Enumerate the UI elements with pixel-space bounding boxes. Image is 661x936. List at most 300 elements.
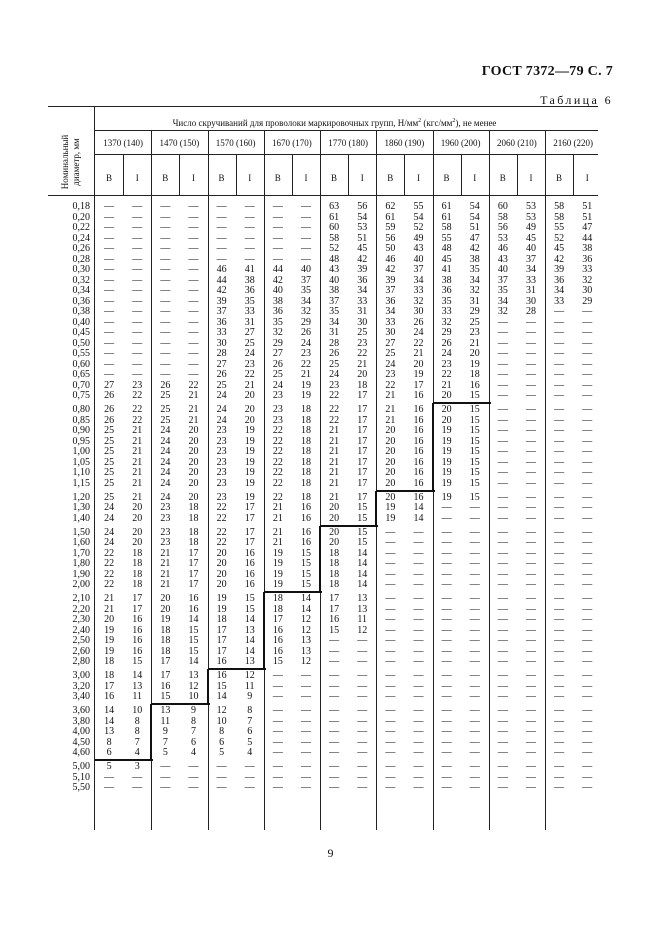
value-cell: 17	[244, 537, 255, 548]
value-cell: 25	[104, 477, 115, 489]
value-cell: 18	[160, 635, 171, 646]
value-cell: 16	[132, 645, 143, 657]
boundary-line	[207, 669, 209, 704]
boundary-line	[433, 402, 491, 404]
value-cell: 28	[329, 337, 340, 349]
diameter-cell: 5,50	[72, 782, 90, 793]
value-cell: —	[272, 705, 283, 716]
value-cell: 38	[441, 274, 452, 286]
value-cell: 16	[300, 512, 311, 524]
value-cell: 41	[244, 264, 255, 275]
value-cell: —	[244, 211, 255, 223]
value-cell: —	[188, 316, 199, 328]
value-cell: —	[525, 327, 536, 338]
value-cell: 17	[329, 593, 340, 604]
value-cell: 15	[300, 568, 311, 580]
value-cell: 25	[160, 390, 171, 401]
value-cell: —	[525, 512, 536, 524]
value-cell: 20	[385, 467, 396, 478]
diameter-cell: 0,18	[72, 201, 90, 212]
value-cell: 18	[357, 379, 368, 391]
value-cell: —	[582, 771, 593, 783]
table-top-rule	[48, 106, 598, 107]
value-cell: —	[554, 348, 565, 359]
value-cell: —	[525, 537, 536, 548]
value-cell: —	[272, 715, 283, 727]
value-cell: 39	[216, 295, 227, 307]
value-cell: 35	[300, 285, 311, 296]
value-cell: 19	[244, 477, 255, 489]
diameter-cell: 3,20	[72, 680, 90, 692]
value-cell: 25	[216, 379, 227, 391]
value-cell: —	[497, 414, 508, 426]
value-cell: —	[132, 243, 143, 254]
value-cell: —	[469, 568, 480, 580]
value-cell: 19	[104, 645, 115, 657]
value-cell: —	[582, 369, 593, 380]
value-cell: —	[413, 726, 424, 737]
value-cell: —	[188, 243, 199, 254]
value-cell: 18	[300, 446, 311, 457]
value-cell: —	[525, 526, 536, 538]
value-cell: 24	[385, 358, 396, 370]
value-cell: —	[104, 316, 115, 328]
value-cell: —	[525, 337, 536, 349]
value-cell: 51	[469, 222, 480, 233]
value-cell: —	[272, 771, 283, 783]
value-cell: —	[554, 761, 565, 772]
value-cell: 4	[134, 747, 140, 758]
value-cell: 34	[357, 285, 368, 296]
value-cell: —	[385, 771, 396, 783]
value-cell: —	[104, 295, 115, 307]
value-cell: 15	[469, 435, 480, 447]
value-cell: 16	[272, 624, 283, 636]
diameter-cell: 0,20	[72, 211, 90, 223]
value-cell: 20	[413, 358, 424, 370]
value-cell: 26	[216, 369, 227, 380]
value-cell: —	[554, 645, 565, 657]
value-cell: —	[441, 624, 452, 636]
value-cell: 22	[272, 425, 283, 436]
value-cell: —	[132, 369, 143, 380]
value-cell: —	[357, 771, 368, 783]
value-cell: —	[413, 656, 424, 667]
diameter-cell: 0,28	[72, 253, 90, 265]
diameter-cell: 1,30	[72, 502, 90, 513]
value-cell: —	[385, 537, 396, 548]
value-cell: —	[104, 348, 115, 359]
value-cell: —	[160, 358, 171, 370]
value-cell: 16	[188, 593, 199, 604]
value-cell: 3	[134, 761, 140, 772]
value-cell: —	[357, 736, 368, 748]
value-cell: 31	[469, 295, 480, 307]
value-cell: —	[497, 558, 508, 569]
value-cell: 21	[244, 379, 255, 391]
value-cell: 22	[216, 526, 227, 538]
value-cell: —	[497, 467, 508, 478]
value-cell: —	[357, 761, 368, 772]
value-cell: 21	[160, 558, 171, 569]
diameter-cell: 0,65	[72, 369, 90, 380]
diameter-cell: 2,20	[72, 603, 90, 615]
boundary-line	[208, 668, 266, 670]
value-cell: —	[469, 670, 480, 681]
value-cell: —	[160, 201, 171, 212]
value-cell: —	[413, 624, 424, 636]
value-cell: 25	[469, 316, 480, 328]
value-cell: 21	[272, 537, 283, 548]
value-cell: 8	[134, 715, 140, 727]
value-cell: —	[554, 624, 565, 636]
value-cell: —	[497, 691, 508, 702]
value-cell: 23	[216, 477, 227, 489]
value-cell: 14	[413, 502, 424, 513]
value-cell: 31	[525, 285, 536, 296]
value-cell: 42	[554, 253, 565, 265]
value-cell: 25	[160, 404, 171, 415]
value-cell: 22	[329, 404, 340, 415]
value-cell: 22	[104, 568, 115, 580]
value-cell: —	[188, 369, 199, 380]
value-cell: 23	[216, 425, 227, 436]
value-cell: 38	[469, 253, 480, 265]
value-cell: —	[497, 425, 508, 436]
group-label: 1770 (180)	[328, 138, 368, 148]
value-cell: —	[160, 771, 171, 783]
value-cell: 15	[300, 579, 311, 590]
value-cell: —	[497, 379, 508, 391]
diameter-cell: 0,32	[72, 274, 90, 286]
value-cell: —	[357, 782, 368, 793]
value-cell: —	[385, 645, 396, 657]
value-cell: —	[441, 558, 452, 569]
value-cell: 9	[247, 691, 253, 702]
value-cell: 20	[132, 512, 143, 524]
value-cell: 22	[132, 414, 143, 426]
value-cell: 10	[216, 715, 227, 727]
value-cell: 25	[104, 456, 115, 468]
value-cell: 52	[329, 243, 340, 254]
diameter-cell: 3,80	[72, 715, 90, 727]
value-cell: 21	[300, 369, 311, 380]
value-cell: —	[188, 782, 199, 793]
diameter-cell: 0,40	[72, 316, 90, 328]
table-main-caption	[95, 116, 574, 128]
diameter-cell: 0,55	[72, 348, 90, 359]
value-cell: 11	[357, 614, 367, 625]
value-cell: 42	[216, 285, 227, 296]
value-cell: 54	[469, 211, 480, 223]
value-cell: —	[272, 222, 283, 233]
value-cell: 46	[385, 253, 396, 265]
value-cell: —	[469, 537, 480, 548]
value-cell: 22	[104, 579, 115, 590]
value-cell: 47	[582, 222, 593, 233]
value-cell: —	[582, 656, 593, 667]
value-cell: —	[300, 691, 311, 702]
value-cell: —	[582, 491, 593, 503]
value-cell: 13	[244, 624, 255, 636]
value-cell: 19	[385, 512, 396, 524]
value-cell: 10	[188, 691, 199, 702]
value-cell: —	[554, 316, 565, 328]
value-cell: 21	[329, 435, 340, 447]
value-cell: 27	[385, 337, 396, 349]
value-cell: 37	[329, 295, 340, 307]
value-cell: 27	[272, 348, 283, 359]
value-cell: —	[357, 656, 368, 667]
value-cell: 20	[329, 512, 340, 524]
value-cell: 7	[190, 726, 196, 737]
value-cell: —	[413, 579, 424, 590]
value-cell: 60	[497, 201, 508, 212]
value-cell: —	[525, 358, 536, 370]
value-cell: 30	[385, 327, 396, 338]
diameter-cell: 1,05	[72, 456, 90, 468]
value-cell: —	[441, 526, 452, 538]
subcolumn-label: В	[106, 173, 113, 183]
boundary-line	[319, 526, 321, 593]
caption-main-text: Число скручиваний для проволоки маркировочных групп, Н/мм	[172, 118, 419, 128]
value-cell: 22	[216, 502, 227, 513]
diameter-cell: 2,40	[72, 624, 90, 636]
value-cell: —	[554, 635, 565, 646]
subcolumn-label: I	[248, 173, 252, 183]
value-cell: 21	[329, 456, 340, 468]
diameter-cell: 1,60	[72, 537, 90, 548]
value-cell: —	[329, 782, 340, 793]
value-cell: 22	[272, 477, 283, 489]
value-cell: 14	[357, 579, 368, 590]
group-label: 1570 (160)	[215, 138, 256, 148]
subcolumn-label: I	[416, 173, 420, 183]
value-cell: 22	[272, 467, 283, 478]
value-cell: 19	[272, 558, 283, 569]
value-cell: 5	[162, 747, 168, 758]
value-cell: 5	[219, 747, 225, 758]
value-cell: 59	[385, 222, 396, 233]
value-cell: —	[582, 691, 593, 702]
value-cell: 21	[132, 435, 143, 447]
value-cell: 18	[188, 537, 199, 548]
value-cell: —	[582, 379, 593, 391]
value-cell: —	[582, 390, 593, 401]
value-cell: 24	[300, 337, 311, 349]
value-cell: —	[525, 404, 536, 415]
value-cell: 20	[385, 491, 396, 503]
value-cell: —	[216, 232, 227, 244]
value-cell: 36	[244, 285, 255, 296]
value-cell: —	[582, 537, 593, 548]
value-cell: 20	[329, 502, 340, 513]
value-cell: 51	[357, 232, 368, 244]
value-cell: 61	[385, 211, 396, 223]
value-cell: 15	[300, 547, 311, 559]
value-cell: —	[582, 782, 593, 793]
value-cell: —	[160, 316, 171, 328]
value-cell: 18	[132, 558, 143, 569]
value-cell: 21	[188, 390, 199, 401]
value-cell: 20	[385, 446, 396, 457]
value-cell: —	[329, 645, 340, 657]
value-cell: —	[497, 327, 508, 338]
value-cell: —	[497, 537, 508, 548]
value-cell: 20	[132, 537, 143, 548]
value-cell: 17	[188, 558, 199, 569]
value-cell: 15	[300, 558, 311, 569]
value-cell: 21	[132, 425, 143, 436]
diameter-cell: 0,95	[72, 435, 90, 447]
value-cell: 18	[469, 369, 480, 380]
diameter-cell: 4,00	[72, 726, 90, 737]
value-cell: —	[554, 736, 565, 748]
value-cell: 15	[357, 502, 368, 513]
value-cell: 14	[244, 614, 255, 625]
value-cell: —	[497, 348, 508, 359]
value-cell: —	[554, 390, 565, 401]
value-cell: 24	[216, 404, 227, 415]
value-cell: —	[132, 337, 143, 349]
value-cell: 19	[244, 435, 255, 447]
value-cell: 19	[216, 593, 227, 604]
value-cell: —	[329, 715, 340, 727]
value-cell: —	[300, 761, 311, 772]
value-cell: 14	[188, 656, 199, 667]
value-cell: 4	[247, 747, 253, 758]
value-cell: 16	[244, 568, 255, 580]
value-cell: —	[357, 635, 368, 646]
value-cell: —	[104, 369, 115, 380]
value-cell: 20	[244, 404, 255, 415]
subcolumn-label: В	[274, 173, 281, 183]
value-cell: —	[357, 705, 368, 716]
value-cell: —	[160, 285, 171, 296]
value-cell: 53	[497, 232, 508, 244]
value-cell: 56	[385, 232, 396, 244]
value-cell: 24	[244, 348, 255, 359]
value-cell: —	[385, 747, 396, 758]
value-cell: 16	[272, 645, 283, 657]
value-cell: —	[441, 645, 452, 657]
value-cell: —	[525, 502, 536, 513]
value-cell: —	[525, 705, 536, 716]
value-cell: —	[554, 404, 565, 415]
value-cell: —	[385, 715, 396, 727]
value-cell: —	[525, 558, 536, 569]
value-cell: 37	[300, 274, 311, 286]
value-cell: —	[525, 414, 536, 426]
value-cell: —	[441, 603, 452, 615]
value-cell: —	[554, 771, 565, 783]
value-cell: 19	[244, 467, 255, 478]
value-cell: —	[132, 358, 143, 370]
caption-mid-text: (кгс/мм	[421, 118, 453, 128]
diameter-cell: 0,38	[72, 306, 90, 317]
value-cell: —	[554, 337, 565, 349]
value-cell: —	[469, 656, 480, 667]
diameter-cell: 1,15	[72, 477, 90, 489]
value-cell: 24	[441, 348, 452, 359]
value-cell: 21	[272, 502, 283, 513]
value-cell: —	[357, 645, 368, 657]
value-cell: 12	[357, 624, 368, 636]
value-cell: 24	[160, 425, 171, 436]
value-cell: —	[357, 670, 368, 681]
value-cell: 25	[160, 414, 171, 426]
value-cell: —	[469, 726, 480, 737]
value-cell: —	[582, 568, 593, 580]
value-cell: 16	[272, 635, 283, 646]
value-cell: —	[329, 705, 340, 716]
value-cell: 31	[329, 327, 340, 338]
value-cell: 33	[582, 264, 593, 275]
value-cell: 22	[272, 491, 283, 503]
value-cell: —	[582, 414, 593, 426]
value-cell: —	[469, 691, 480, 702]
value-cell: 9	[190, 705, 196, 716]
value-cell: —	[525, 491, 536, 503]
value-cell: 36	[385, 295, 396, 307]
value-cell: 52	[554, 232, 565, 244]
value-cell: —	[132, 211, 143, 223]
value-cell: 12	[300, 624, 311, 636]
value-cell: —	[554, 369, 565, 380]
value-cell: 35	[329, 306, 340, 317]
value-cell: —	[525, 467, 536, 478]
value-cell: 17	[357, 491, 368, 503]
diameter-cell: 1,50	[72, 526, 90, 538]
value-cell: —	[441, 705, 452, 716]
value-cell: 27	[216, 358, 227, 370]
value-cell: 17	[132, 603, 143, 615]
value-cell: 17	[188, 568, 199, 580]
value-cell: —	[582, 358, 593, 370]
value-cell: —	[104, 782, 115, 793]
value-cell: —	[244, 232, 255, 244]
value-cell: 20	[385, 456, 396, 468]
page-number: 9	[327, 846, 334, 860]
diameter-cell: 2,50	[72, 635, 90, 646]
value-cell: —	[329, 691, 340, 702]
value-cell: 38	[244, 274, 255, 286]
value-cell: 22	[216, 512, 227, 524]
value-cell: 23	[132, 379, 143, 391]
value-cell: 38	[582, 243, 593, 254]
value-cell: —	[160, 211, 171, 223]
value-cell: 29	[300, 316, 311, 328]
value-cell: —	[413, 691, 424, 702]
value-cell: —	[132, 327, 143, 338]
value-cell: 23	[216, 467, 227, 478]
value-cell: —	[497, 603, 508, 615]
value-cell: —	[554, 603, 565, 615]
value-cell: —	[104, 232, 115, 244]
value-cell: —	[554, 547, 565, 559]
value-cell: 13	[357, 593, 368, 604]
value-cell: —	[244, 201, 255, 212]
value-cell: 15	[160, 691, 171, 702]
value-cell: 20	[132, 502, 143, 513]
subcolumn-label: В	[443, 173, 450, 183]
value-cell: 15	[469, 390, 480, 401]
value-cell: —	[385, 656, 396, 667]
value-cell: —	[554, 502, 565, 513]
value-cell: —	[300, 782, 311, 793]
value-cell: 31	[244, 316, 255, 328]
value-cell: —	[104, 771, 115, 783]
